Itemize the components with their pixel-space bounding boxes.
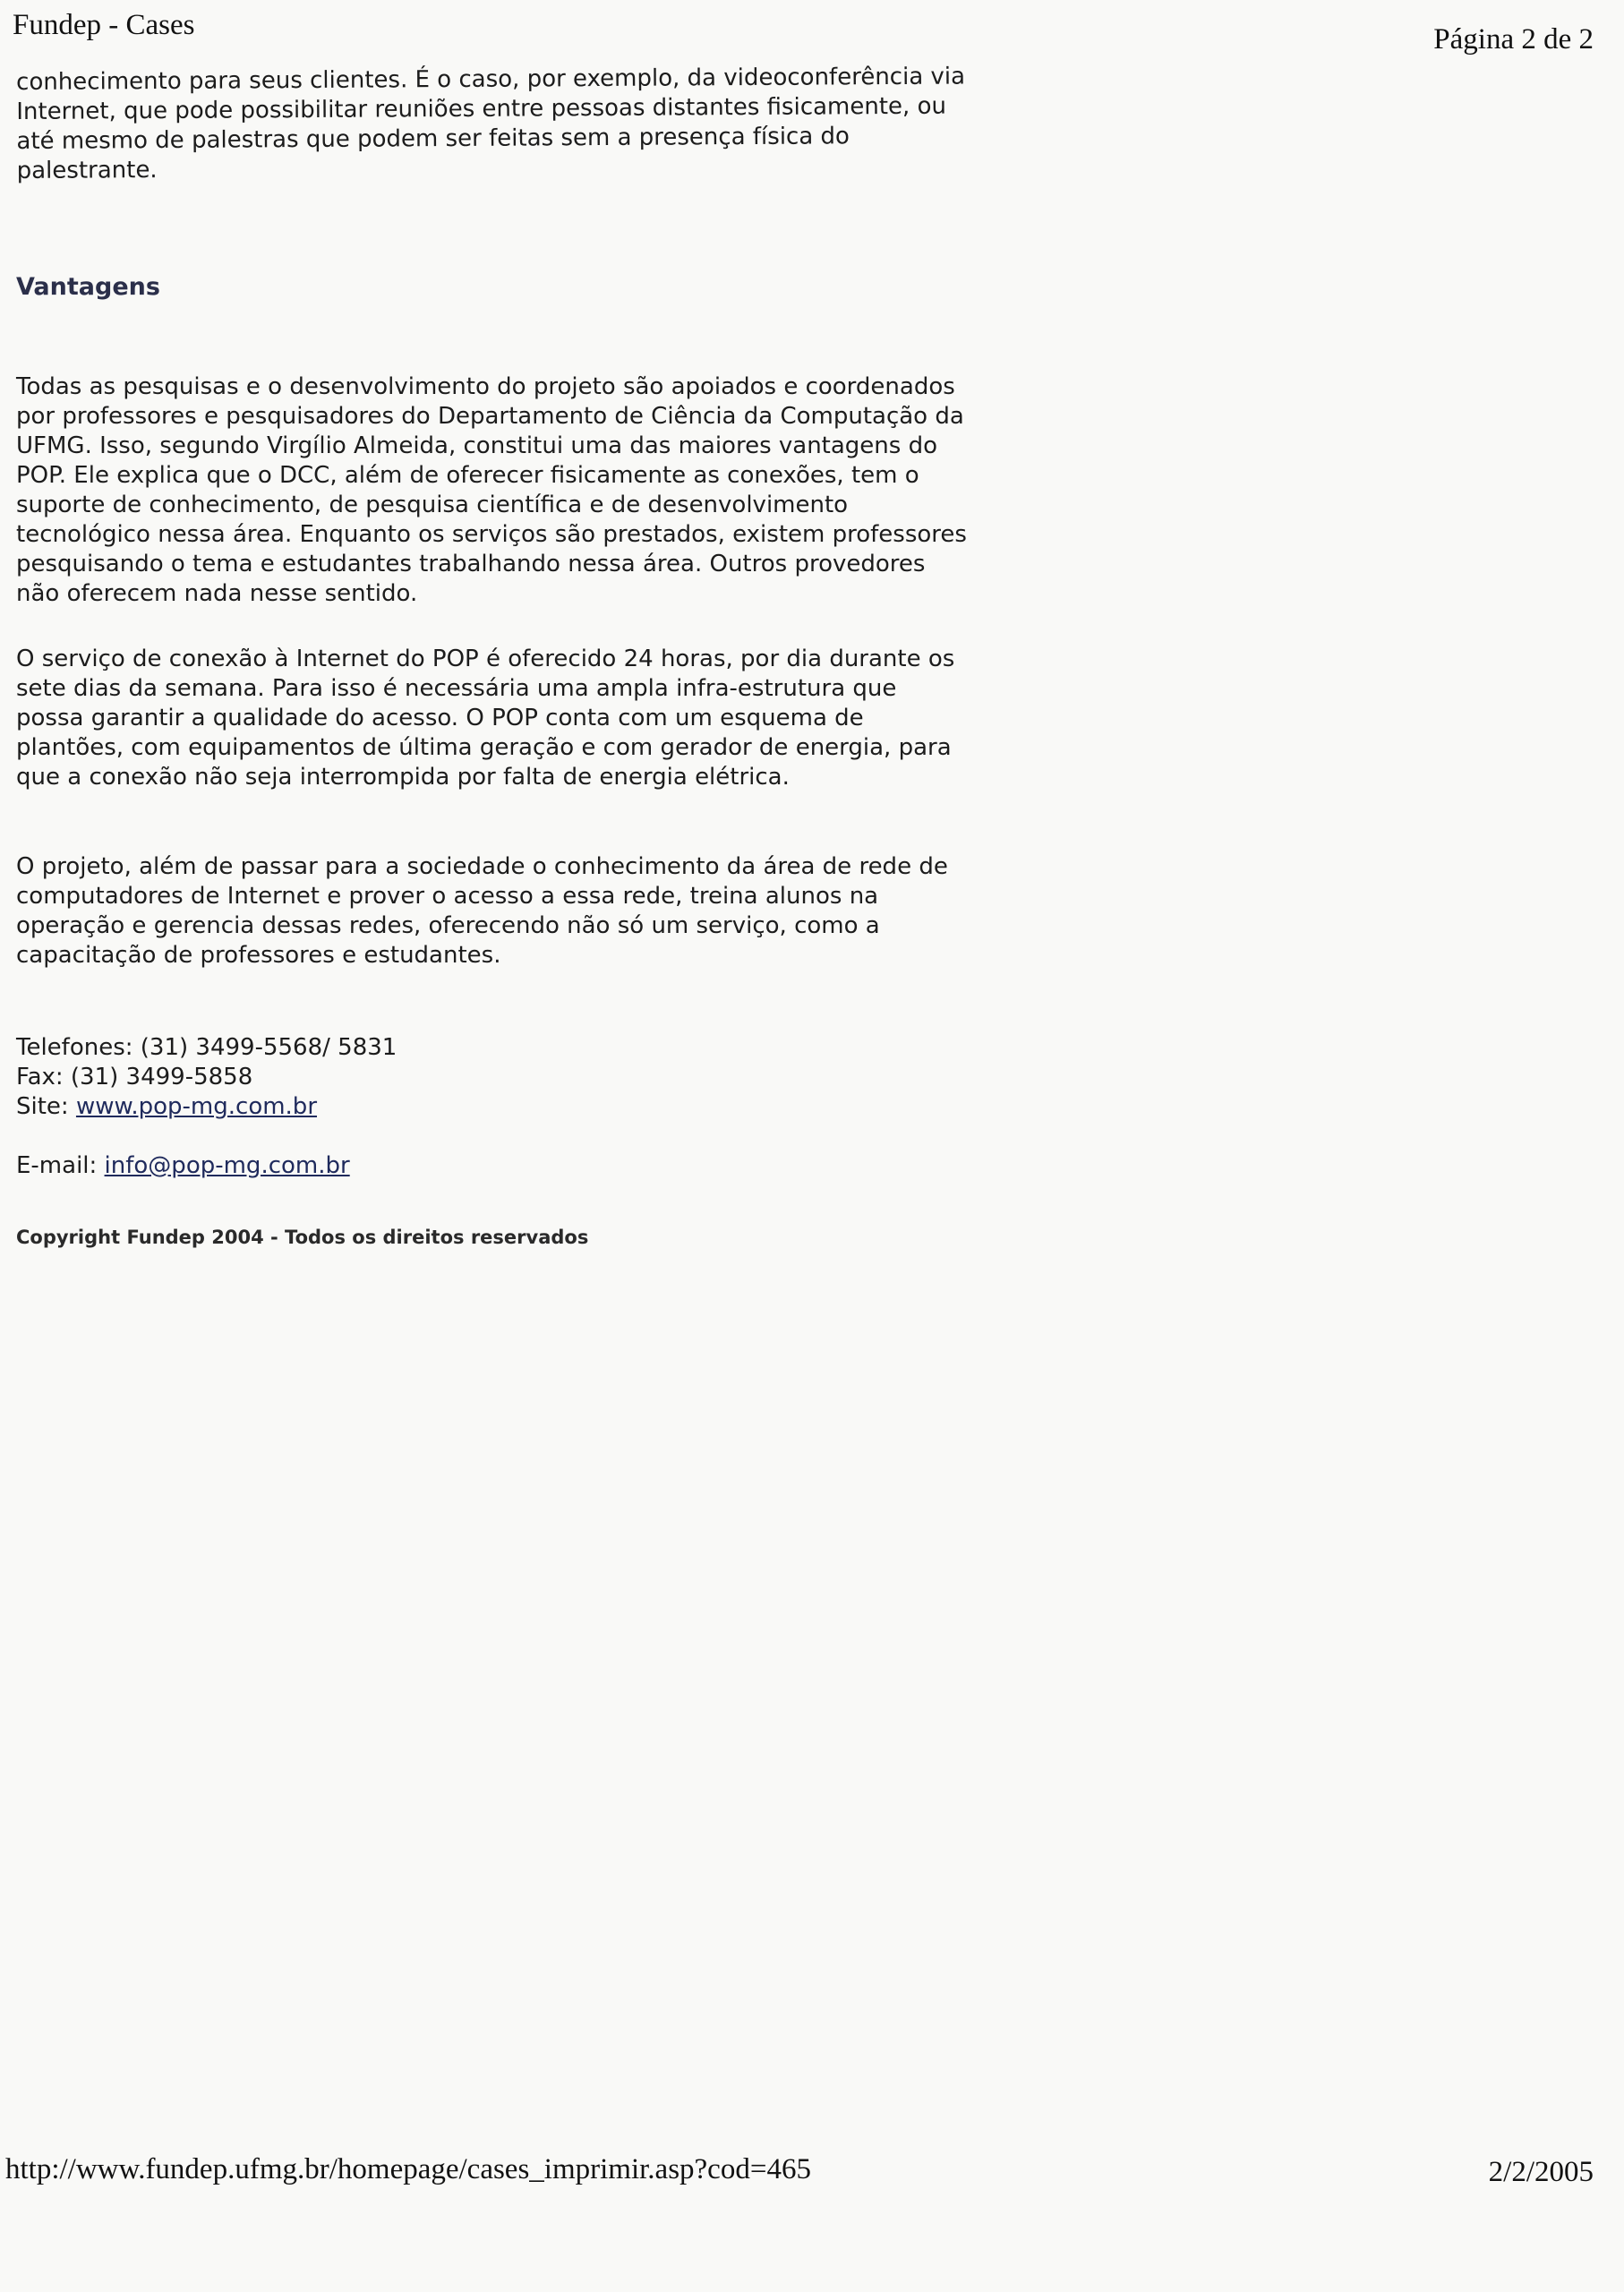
paragraph-line: sete dias da semana. Para isso é necessária uma ampla infra-estrutura que <box>16 675 897 702</box>
site-link[interactable]: www.pop-mg.com.br <box>75 1093 318 1120</box>
intro-line: palestrante. <box>16 157 158 184</box>
intro-paragraph <box>16 62 1047 186</box>
site-label: Site: <box>16 1093 76 1120</box>
paragraph-line: UFMG. Isso, segundo Virgílio Almeida, constitui uma das maiores vantagens do <box>16 432 938 459</box>
paragraph-line: O projeto, além de passar para a sociedade o conhecimento da área de rede de <box>16 853 948 880</box>
email-link[interactable]: info@pop-mg.com.br <box>104 1152 350 1179</box>
paragraph-project-training <box>16 852 1046 971</box>
article-content <box>16 63 1046 1248</box>
paragraph-line: tecnológico nessa área. Enquanto os serviços são prestados, existem professores <box>16 521 967 548</box>
paragraph-line: suporte de conhecimento, de pesquisa científica e de desenvolvimento <box>16 492 849 518</box>
copyright-notice: Copyright Fundep 2004 - Todos os direitos reservados <box>16 1227 589 1248</box>
paragraph-service-availability <box>16 645 1046 792</box>
paragraph-line: Todas as pesquisas e o desenvolvimento do projeto são apoiados e coordenados <box>16 373 955 400</box>
intro-line: Internet, que pode possibilitar reuniões entre pessoas distantes fisicamente, ou <box>16 92 947 125</box>
print-footer-url: http://www.fundep.ufmg.br/homepage/cases_imprimir.asp?cod=465 <box>5 2153 811 2185</box>
contact-info <box>16 1033 732 1181</box>
print-header-title: Fundep - Cases <box>13 9 195 41</box>
paragraph-line: operação e gerencia dessas redes, oferecendo não só um serviço, como a <box>16 912 880 939</box>
email-label: E-mail: <box>16 1152 105 1179</box>
intro-line: até mesmo de palestras que podem ser feitas sem a presença física do <box>16 123 850 155</box>
page-indicator: Página 2 de 2 <box>1433 23 1594 56</box>
paragraph-research-support <box>16 372 1046 609</box>
paragraph-line: capacitação de professores e estudantes. <box>16 942 501 969</box>
paragraph-line: pesquisando o tema e estudantes trabalhando nessa área. Outros provedores <box>16 551 926 577</box>
fax-number: Fax: (31) 3499-5858 <box>16 1064 253 1090</box>
email-line <box>16 1151 732 1181</box>
phone-numbers: Telefones: (31) 3499-5568/ 5831 <box>16 1034 397 1061</box>
section-title-vantagens: Vantagens <box>16 273 160 301</box>
print-footer-date: 2/2/2005 <box>1488 2156 1594 2188</box>
intro-line: conhecimento para seus clientes. É o caso, por exemplo, da videoconferência via <box>16 63 966 96</box>
paragraph-line: plantões, com equipamentos de última geração e com gerador de energia, para <box>16 734 952 761</box>
paragraph-line: POP. Ele explica que o DCC, além de oferecer fisicamente as conexões, tem o <box>16 462 919 489</box>
site-line <box>16 1092 732 1122</box>
paragraph-line: que a conexão não seja interrompida por falta de energia elétrica. <box>16 764 790 791</box>
paragraph-line: O serviço de conexão à Internet do POP é oferecido 24 horas, por dia durante os <box>16 646 955 672</box>
paragraph-line: por professores e pesquisadores do Departamento de Ciência da Computação da <box>16 403 964 430</box>
paragraph-line: possa garantir a qualidade do acesso. O POP conta com um esquema de <box>16 705 864 731</box>
paragraph-line: computadores de Internet e prover o acesso a essa rede, treina alunos na <box>16 883 879 910</box>
paragraph-line: não oferecem nada nesse sentido. <box>16 580 418 607</box>
